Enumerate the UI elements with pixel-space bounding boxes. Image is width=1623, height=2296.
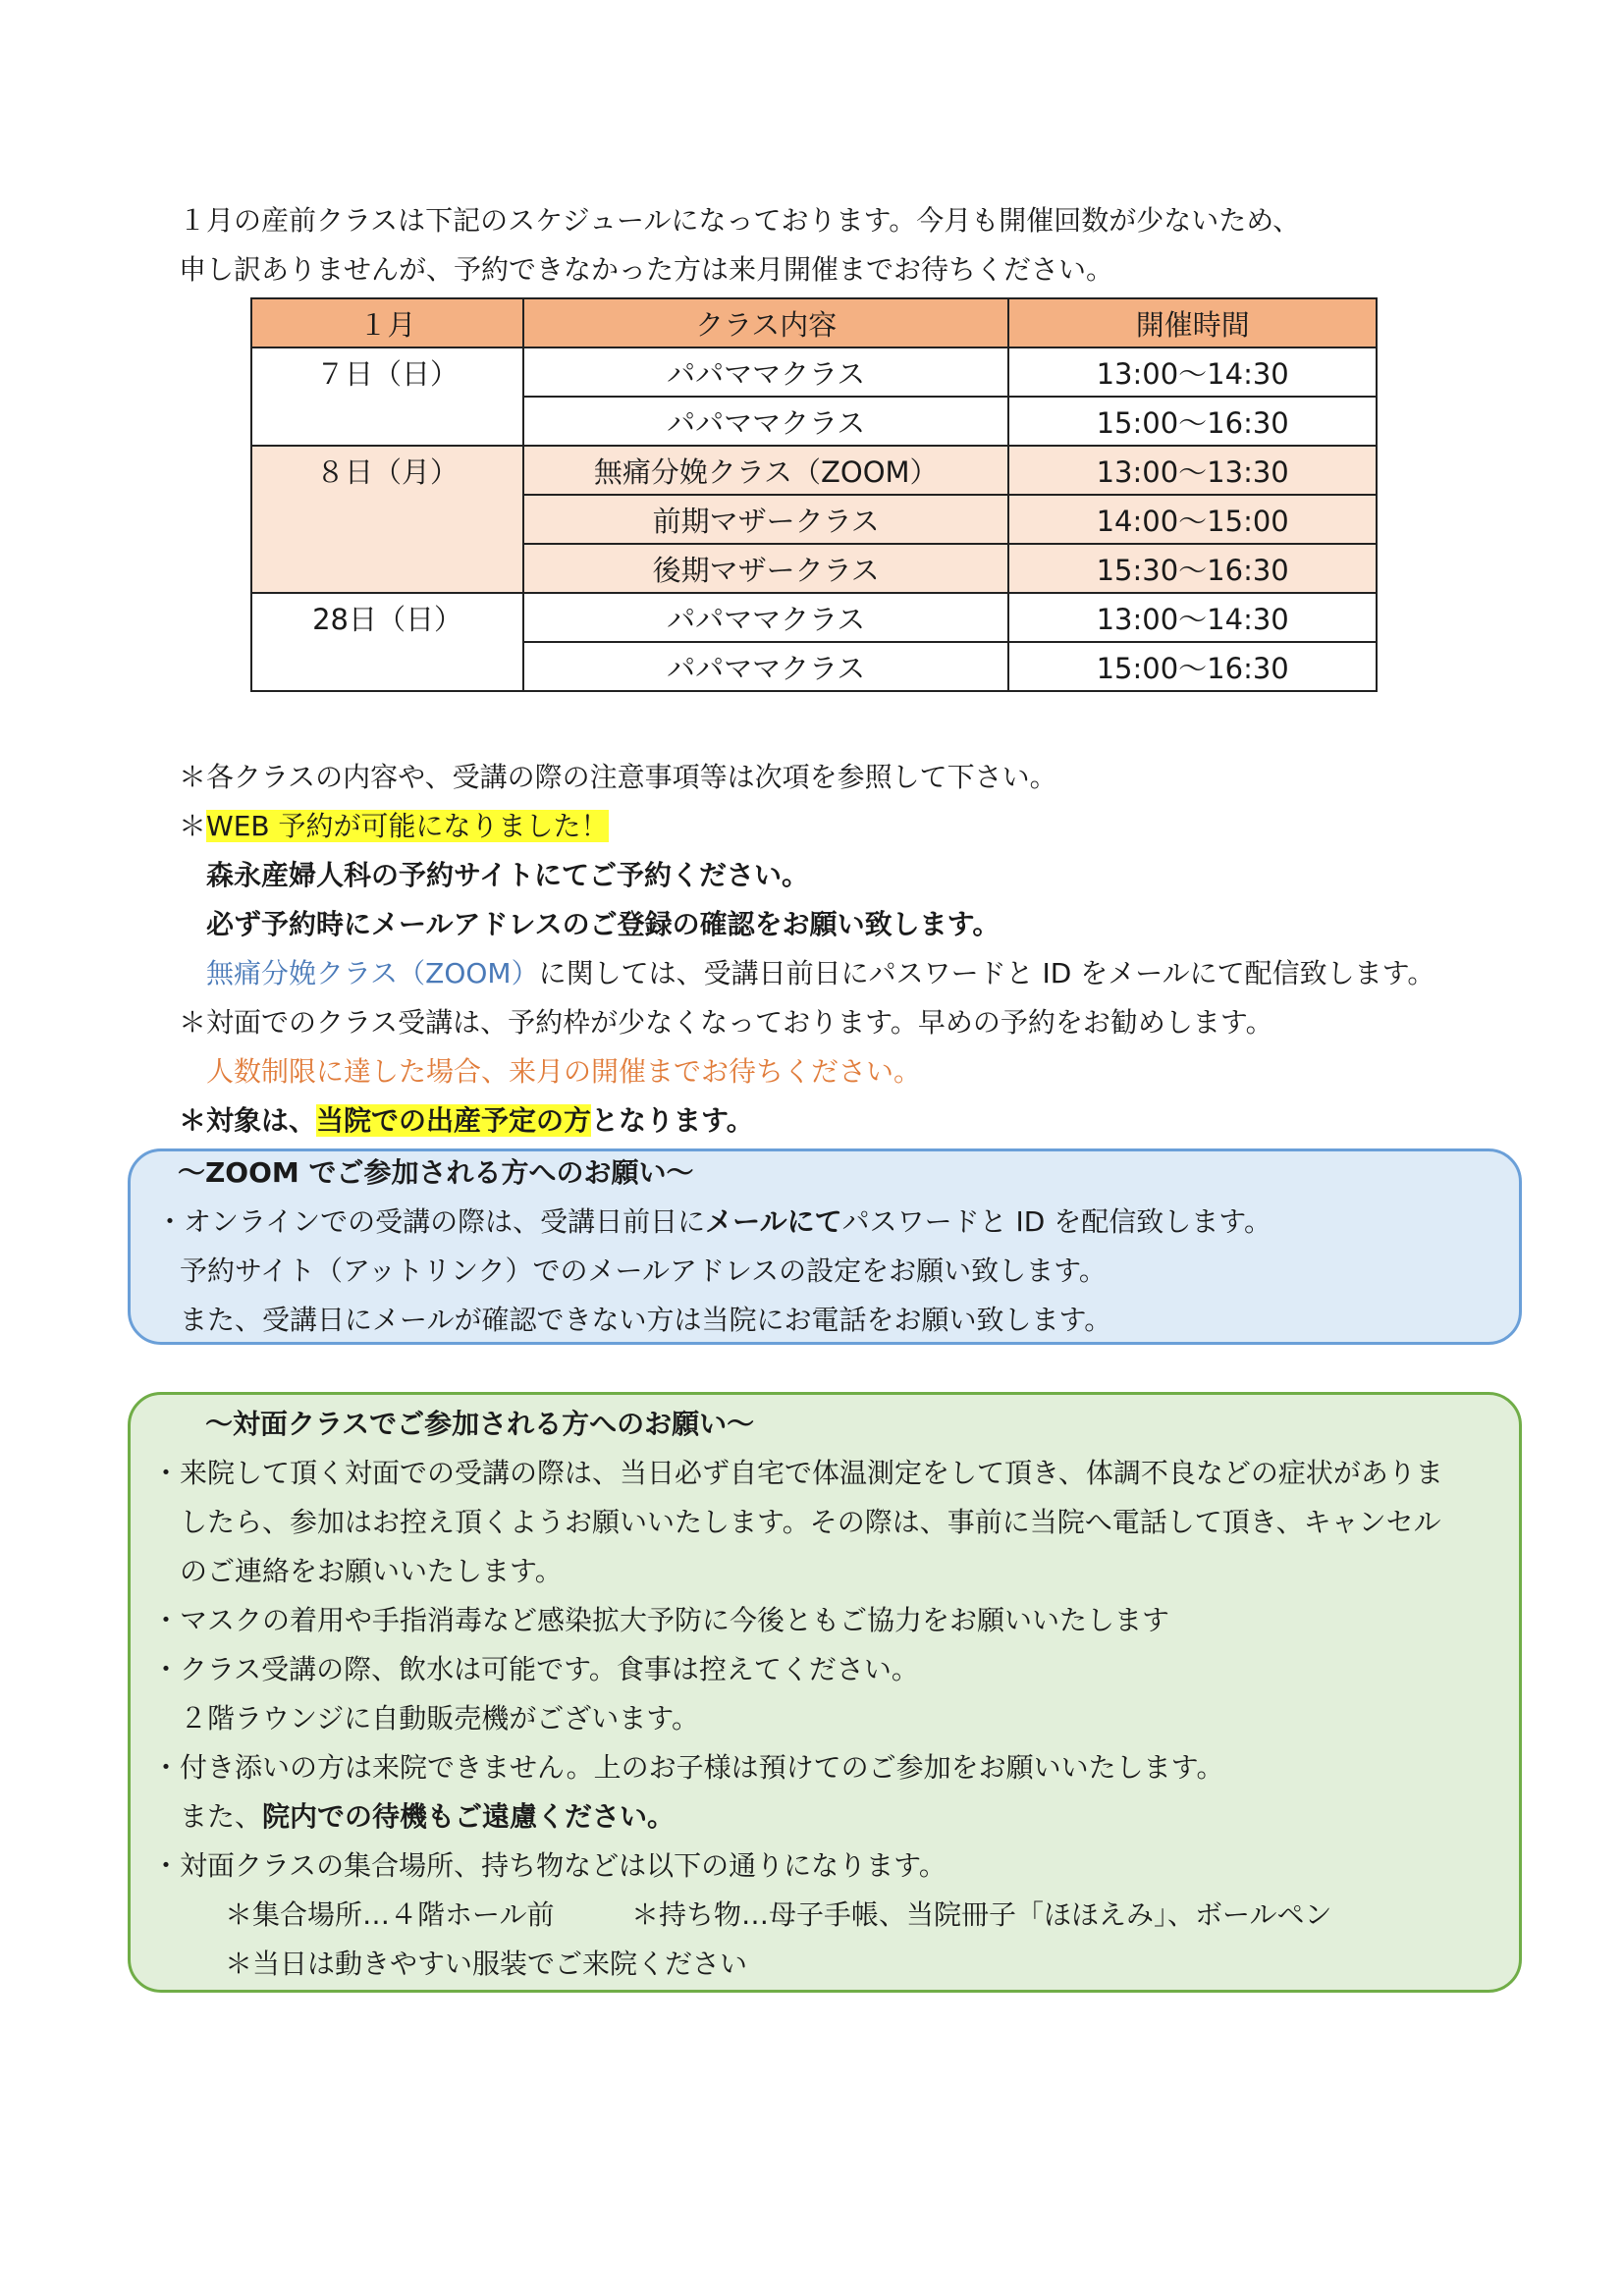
zoom-box-line-3: また、受講日にメールが確認できない方は当院にお電話をお願い致します。 — [180, 1304, 1112, 1336]
class-cell: パパママクラス — [523, 593, 1008, 642]
class-cell: 後期マザークラス — [523, 544, 1008, 593]
zoom-line1-a: ・オンラインでの受講の際は、受講日前日に — [156, 1205, 706, 1238]
time-cell: 14:00～15:00 — [1008, 495, 1377, 544]
note-target-suffix: となります。 — [591, 1104, 754, 1137]
table-row — [251, 347, 1377, 397]
face-box-title: ～対面クラスでご参加される方へのお願い～ — [205, 1408, 755, 1440]
note-web — [179, 807, 609, 846]
face-bullet-3-line-2: ２階ラウンジに自動販売機がございます。 — [180, 1702, 700, 1735]
class-cell: 前期マザークラス — [523, 495, 1008, 544]
class-cell: 無痛分娩クラス（ZOOM） — [523, 446, 1008, 495]
face-notice-box — [128, 1392, 1522, 1993]
schedule-table — [250, 297, 1378, 692]
time-cell: 13:00～14:30 — [1008, 347, 1377, 397]
intro-line-2: 申し訳ありませんが、予約できなかった方は来月開催までお待ちください。 — [179, 253, 1114, 286]
note-web-email: 必ず予約時にメールアドレスのご登録の確認をお願い致します。 — [206, 908, 1001, 940]
face-bullet-5: ・対面クラスの集合場所、持ち物などは以下の通りになります。 — [152, 1849, 947, 1882]
zoom-line1-b: メールにて — [705, 1205, 842, 1238]
table-row — [251, 593, 1377, 642]
time-cell: 13:00～13:30 — [1008, 446, 1377, 495]
note-target — [179, 1101, 754, 1141]
note-zoom-class: 無痛分娩クラス（ZOOM） — [206, 957, 539, 989]
zoom-box-line-1 — [156, 1202, 1271, 1242]
face-place: ＊集合場所…４階ホール前 — [225, 1898, 555, 1931]
date-cell: 28日（日） — [251, 593, 523, 691]
class-cell: パパママクラス — [523, 347, 1008, 397]
face-bullet-1-line-3: のご連絡をお願いいたします。 — [180, 1555, 563, 1587]
face-bullet-3-line-1: ・クラス受講の際、飲水は可能です。食事は控えてください。 — [152, 1653, 919, 1685]
note-web-highlight: WEB 予約が可能になりました！ — [206, 810, 609, 842]
note-zoom — [206, 954, 1434, 993]
note-face: ＊対面でのクラス受講は、予約枠が少なくなっております。早めの予約をお勧めします。 — [179, 1006, 1273, 1039]
note-web-prefix: ＊ — [179, 810, 207, 842]
face-bullet-1-line-2: したら、参加はお控え頂くようお願いいたします。その際は、事前に当院へ電話して頂き、キャンセル — [180, 1506, 1441, 1538]
intro-line-1: １月の産前クラスは下記のスケジュールになっております。今月も開催回数が少ないため、 — [179, 204, 1301, 237]
class-cell: パパママクラス — [523, 397, 1008, 446]
header-time: 開催時間 — [1008, 298, 1377, 347]
zoom-box-title: ～ZOOM でご参加される方へのお願い～ — [178, 1156, 694, 1189]
face-clothes: ＊当日は動きやすい服装でご来院ください — [225, 1948, 748, 1980]
note-target-prefix: ＊対象は、 — [179, 1104, 317, 1137]
face-bullet-4-line-1: ・付き添いの方は来院できません。上のお子様は預けてのご参加をお願いいたします。 — [152, 1751, 1224, 1784]
header-month: １月 — [251, 298, 523, 347]
time-cell: 13:00～14:30 — [1008, 593, 1377, 642]
zoom-box-line-2: 予約サイト（アットリンク）でのメールアドレスの設定をお願い致します。 — [180, 1255, 1107, 1287]
date-cell: ８日（月） — [251, 446, 523, 593]
zoom-line1-c: パスワードと ID を配信致します。 — [841, 1205, 1272, 1238]
face-b4-l2-a: また、 — [180, 1800, 263, 1833]
date-cell: ７日（日） — [251, 347, 523, 446]
time-cell: 15:00～16:30 — [1008, 642, 1377, 691]
note-zoom-rest: に関しては、受講日前日にパスワードと ID をメールにて配信致します。 — [538, 957, 1435, 989]
face-bullet-2: ・マスクの着用や手指消毒など感染拡大予防に今後ともご協力をお願いいたします — [152, 1604, 1170, 1636]
note-target-highlight: 当院での出産予定の方 — [316, 1104, 592, 1137]
face-b4-l2-b: 院内での待機もご遠慮ください。 — [262, 1800, 676, 1833]
table-row — [251, 446, 1377, 495]
class-cell: パパママクラス — [523, 642, 1008, 691]
face-items: ＊持ち物…母子手帳、当院冊子「ほほえみ」、ボールペン — [631, 1898, 1332, 1931]
face-bullet-4-line-2 — [180, 1797, 675, 1837]
time-cell: 15:00～16:30 — [1008, 397, 1377, 446]
zoom-notice-box — [128, 1148, 1522, 1345]
note-limit: 人数制限に達した場合、来月の開催までお待ちください。 — [206, 1055, 922, 1088]
face-bullet-1-line-1: ・来院して頂く対面での受講の際は、当日必ず自宅で体温測定をして頂き、体調不良などの症状がありま — [152, 1457, 1443, 1489]
note-refer: ＊各クラスの内容や、受講の際の注意事項等は次項を参照して下さい。 — [179, 761, 1057, 793]
note-web-site: 森永産婦人科の予約サイトにてご予約ください。 — [206, 859, 810, 891]
header-class: クラス内容 — [523, 298, 1008, 347]
table-header-row — [251, 298, 1377, 347]
time-cell: 15:30～16:30 — [1008, 544, 1377, 593]
